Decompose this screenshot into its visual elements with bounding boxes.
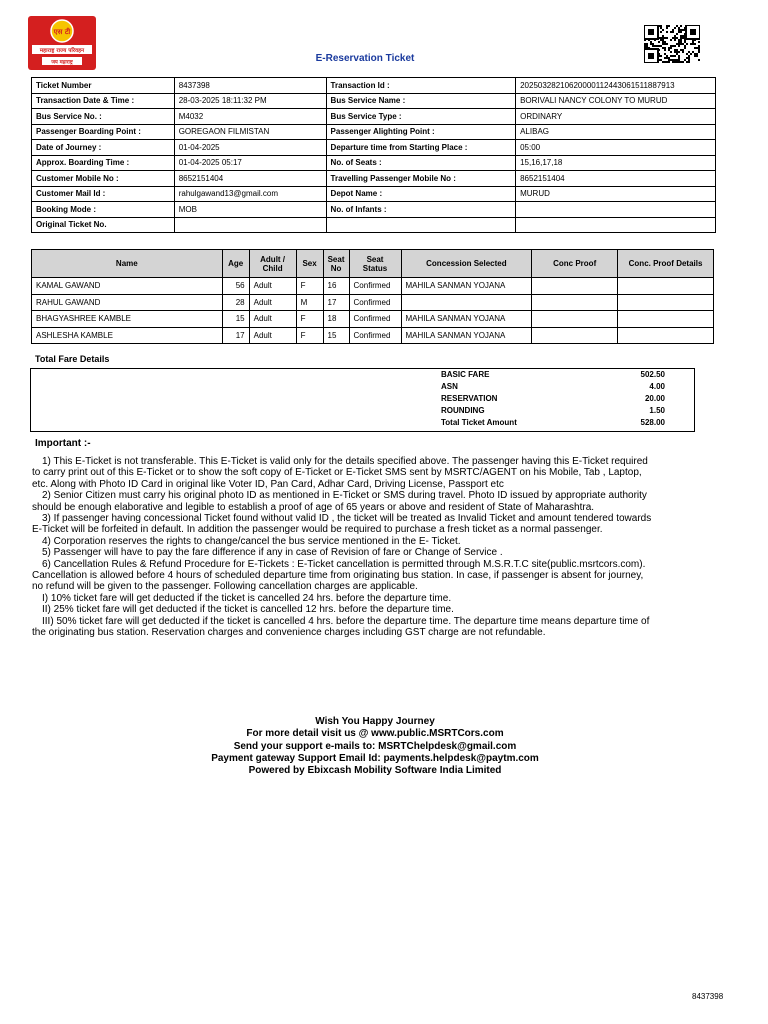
fare-value: 502.50 [640,370,665,379]
passenger-details [618,311,714,328]
important-note: 2) Senior Citizen must carry his original photo ID as mentioned in E-Ticket or SMS during travel. Photo ID issued by appropriate authority should be enough elaborative and legible to establish a proof of age of 65 years or above and resident of State of Maharashtra. [32,490,647,513]
important-note: II) 25% ticket fare will get deducted if the ticket is cancelled 12 hrs. before the departure time. [42,604,454,616]
important-note: I) 10% ticket fare will get deducted if the ticket is cancelled 24 hrs. before the departure time. [42,592,452,604]
important-note: 5) Passenger will have to pay the fare difference if any in case of Revision of fare or Change of Service . [42,547,503,559]
passenger-concession: MAHILA SANMAN YOJANA [401,327,532,344]
pax-header: Concession Selected [401,250,532,278]
info-label [326,217,516,233]
passenger-row [32,278,714,295]
info-label: Departure time from Starting Place : [326,140,516,156]
passenger-table [31,249,714,344]
footer-line: Wish You Happy Journey [315,716,435,727]
fare-row [441,418,665,430]
info-value: 01-04-2025 05:17 [174,155,326,171]
passenger-age: 56 [222,278,249,295]
passenger-name: KAMAL GAWAND [32,278,223,295]
info-label: Approx. Boarding Time : [32,155,175,171]
info-value: 01-04-2025 [174,140,326,156]
pax-header: Conc. Proof Details [618,250,714,278]
pax-header: Seat Status [349,250,401,278]
info-row [32,202,716,218]
passenger-name: RAHUL GAWAND [32,294,223,311]
important-title: Important :- [35,438,91,449]
fare-value: 20.00 [644,394,665,403]
info-row [32,140,716,156]
pax-header: Age [222,250,249,278]
info-label: Customer Mail Id : [32,186,175,202]
pax-header: Name [32,250,223,278]
passenger-name: ASHLESHA KAMBLE [32,327,223,344]
fare-label: BASIC FARE [441,370,490,379]
passenger-type: Adult [249,278,296,295]
info-value: M4032 [174,109,326,125]
info-label: Original Ticket No. [32,217,175,233]
passenger-seat: 16 [323,278,349,295]
fare-value: 4.00 [649,382,665,391]
fare-value: 528.00 [640,418,665,427]
info-label: Transaction Date & Time : [32,93,175,109]
passenger-status: Confirmed [349,278,401,295]
info-label: Transaction Id : [326,78,516,94]
passenger-row [32,311,714,328]
footer-line: Payment gateway Support Email Id: payments.helpdesk@paytm.com [211,752,539,764]
info-value: 20250328210620000112443061511887913 [516,78,716,94]
info-label: Customer Mobile No : [32,171,175,187]
passenger-details [618,278,714,295]
info-label: Passenger Boarding Point : [32,124,175,140]
passenger-sex: F [296,311,323,328]
important-note: III) 50% ticket fare will get deducted if the ticket is cancelled 4 hrs. before the departure time. The departure time means departure time of the originating bus station. Reservation charges and convenience charges including GST charge are not refundable. [32,615,650,639]
info-label: Bus Service Type : [326,109,516,125]
passenger-status: Confirmed [349,311,401,328]
passenger-age: 15 [222,311,249,328]
info-value: MURUD [516,186,716,202]
passenger-seat: 17 [323,294,349,311]
passenger-type: Adult [249,311,296,328]
fare-row [441,394,665,406]
svg-text:महाराष्ट्र राज्य परिवहन: महाराष्ट्र राज्य परिवहन [39,48,85,54]
passenger-row [32,327,714,344]
fare-label: ASN [441,382,458,391]
fare-label: ROUNDING [441,406,485,415]
info-value: 8652151404 [516,171,716,187]
ticket-info-table [31,77,716,233]
info-label: Bus Service No. : [32,109,175,125]
passenger-proof [532,311,618,328]
pax-header: Conc Proof [532,250,618,278]
info-label: Travelling Passenger Mobile No : [326,171,516,187]
fare-value: 1.50 [649,406,665,415]
fare-details-box [30,368,695,432]
info-value: rahulgawand13@gmail.com [174,186,326,202]
passenger-sex: F [296,278,323,295]
fare-label: Total Ticket Amount [441,418,517,427]
passenger-details [618,294,714,311]
fare-label: RESERVATION [441,394,498,403]
passenger-age: 28 [222,294,249,311]
fare-row [441,382,665,394]
info-row [32,109,716,125]
passenger-proof [532,294,618,311]
info-value: ALIBAG [516,124,716,140]
footer [0,716,750,777]
page-number: 8437398 [692,992,724,1001]
footer-line: For more detail visit us @ www.public.MSRTCors.com [246,728,504,740]
info-value: 28-03-2025 18:11:32 PM [174,93,326,109]
info-value: BORIVALI NANCY COLONY TO MURUD [516,93,716,109]
pax-header: Sex [296,250,323,278]
passenger-row [32,294,714,311]
passenger-concession: MAHILA SANMAN YOJANA [401,311,532,328]
info-value: GOREGAON FILMISTAN [174,124,326,140]
info-row [32,217,716,233]
passenger-concession [401,294,532,311]
info-value: 8652151404 [174,171,326,187]
passenger-proof [532,278,618,295]
info-label: Ticket Number [32,78,175,94]
info-label: No. of Seats : [326,155,516,171]
important-note: 6) Cancellation Rules & Refund Procedure for E-Tickets : E-Ticket cancellation is permitted through M.S.R.T.C site(public.msrtcors.com). Cancellation is allowed before 4 hours of scheduled departure time from originating bus station. In case, if passenger is absent for journey, no refund will be given to the passenger. Following cancellation charges are applicable. [32,558,646,593]
important-note: 1) This E-Ticket is not transferable. This E-Ticket is valid only for the details specified above. The passenger having this E-Ticket required to carry print out of this E-Ticket or to show the soft copy of E-Ticket or E-Ticket SMS sent by MSRTC/AGENT on his Mobile, Tab , Laptop, etc. Along with Photo ID Card in original like Voter ID, Pan Card, Adhar Card, Driving License, Passport etc [32,456,648,490]
info-value [174,217,326,233]
passenger-name: BHAGYASHREE KAMBLE [32,311,223,328]
info-row [32,155,716,171]
info-value: 8437398 [174,78,326,94]
passenger-type: Adult [249,327,296,344]
passenger-age: 17 [222,327,249,344]
fare-row [441,370,665,382]
info-row [32,93,716,109]
pax-header: Seat No [323,250,349,278]
passenger-seat: 18 [323,311,349,328]
ticket-title: E-Reservation Ticket [315,53,415,64]
passenger-concession: MAHILA SANMAN YOJANA [401,278,532,295]
info-label: Booking Mode : [32,202,175,218]
svg-text:जय महाराष्ट्र: जय महाराष्ट्र [51,59,73,66]
important-notes [32,456,654,639]
passenger-sex: M [296,294,323,311]
important-note: 4) Corporation reserves the rights to change/cancel the bus service mentioned in the E- Ticket. [42,535,461,547]
important-note: 3) If passenger having concessional Ticket found without valid ID , the ticket will be treated as Invalid Ticket and amount tendered towards E-Ticket will be forfeited in default. In addition the passenger would be required to purchase a fresh ticket as a normal passenger. [32,513,652,536]
info-value [516,202,716,218]
info-row [32,171,716,187]
info-value: ORDINARY [516,109,716,125]
passenger-details [618,327,714,344]
pax-header: Adult / Child [249,250,296,278]
passenger-type: Adult [249,294,296,311]
info-row [32,186,716,202]
passenger-seat: 15 [323,327,349,344]
passenger-proof [532,327,618,344]
info-value: MOB [174,202,326,218]
fare-row [441,406,665,418]
info-value: 05:00 [516,140,716,156]
info-label: Bus Service Name : [326,93,516,109]
footer-line: Send your support e-mails to: MSRTChelpdesk@gmail.com [233,740,517,752]
info-label: Date of Journey : [32,140,175,156]
info-value [516,217,716,233]
passenger-sex: F [296,327,323,344]
info-value: 15,16,17,18 [516,155,716,171]
passenger-status: Confirmed [349,327,401,344]
svg-text:एस टी: एस टी [53,28,71,36]
info-label: No. of Infants : [326,202,516,218]
info-label: Passenger Alighting Point : [326,124,516,140]
info-row [32,124,716,140]
info-row [32,78,716,94]
fare-title: Total Fare Details [35,354,110,364]
footer-line: Powered by Ebixcash Mobility Software India Limited [248,765,502,777]
passenger-status: Confirmed [349,294,401,311]
info-label: Depot Name : [326,186,516,202]
